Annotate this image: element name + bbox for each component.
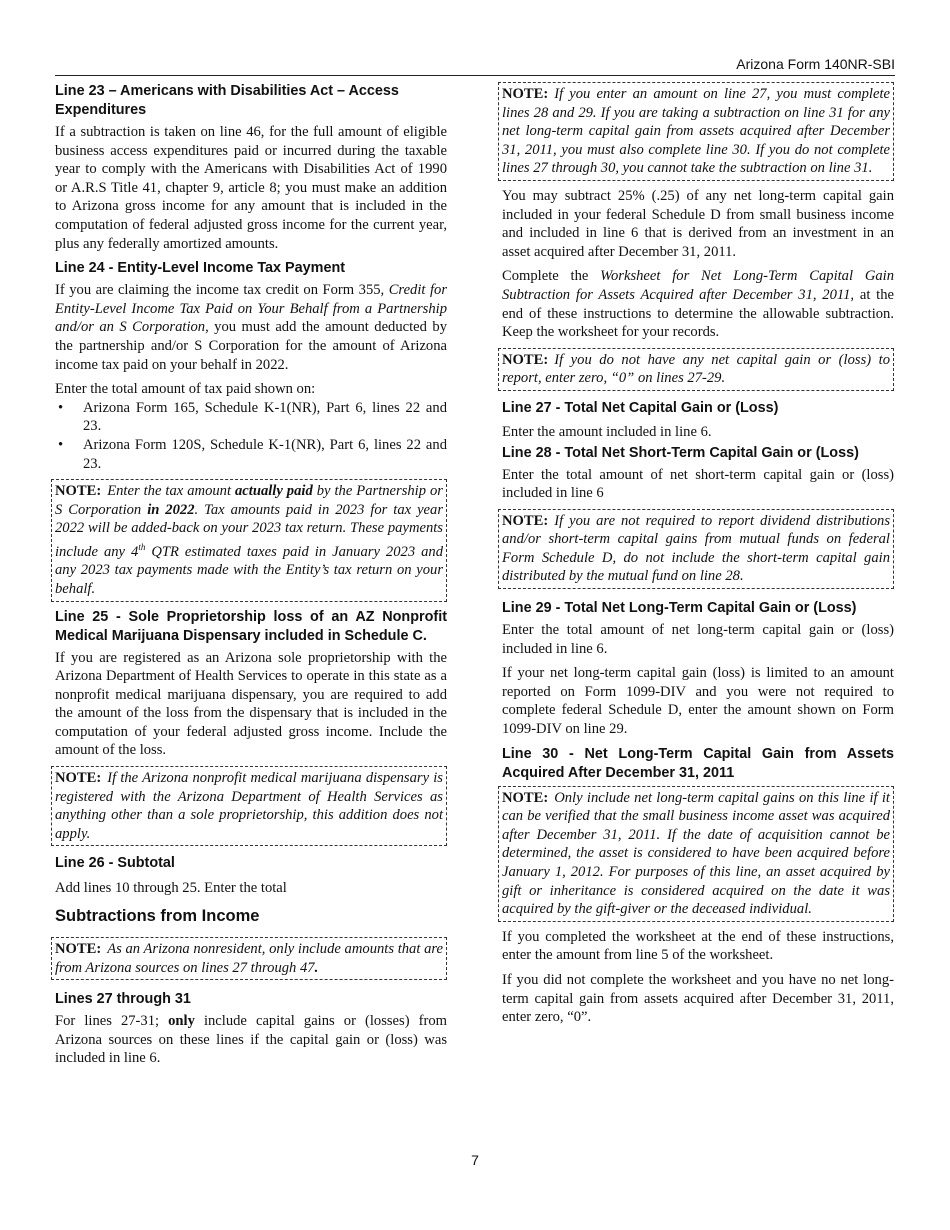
lines-27-31-text: For lines 27-31; only include capital gains or (losses) from Arizona sources on these lines if the capital gain or (loss) was included in line 6. [55,1013,448,1067]
zero-note: NOTE: If you do not have any net capital gain or (loss) to report, enter zero, “0” on lines 27-29. [498,348,894,391]
note-label: NOTE: [502,351,549,368]
line-25-note: NOTE: If the Arizona nonprofit medical marijuana dispensary is registered with the Arizona Department of Health Services as anything other than a sole proprietorship, this addition does not apply. [51,766,447,846]
line-24-heading: Line 24 - Entity-Level Income Tax Payment [55,260,346,277]
page-header [55,55,895,76]
list-item: • Arizona Form 165, Schedule K-1(NR), Part 6, lines 22 and 23. [58,399,447,435]
note-label: NOTE: [502,512,549,529]
lines-27-31-heading: Lines 27 through 31 [55,991,191,1008]
line-24-bullet-list [55,399,447,473]
capital-gain-note: NOTE: If you enter an amount on line 27, you must complete lines 28 and 29. If you are taking a subtraction on line 31 for any net long-term capital gain from assets acquired after December 31, 2011, you must also complete line 30. If you do not complete lines 27 through 30, you cannot take the subtraction on line 31. [498,82,894,181]
line-26-heading: Line 26 - Subtotal [55,855,175,872]
bullet-icon: • [58,436,64,453]
worksheet-text: Complete the Worksheet for Net Long-Term Capital Gain Subtraction for Assets Acquired after December 31, 2011, at the end of these instructions to determine the allowable subtraction. Keep the worksheet for your records. [502,268,895,341]
right-column [502,82,894,1033]
line-30-note: NOTE: Only include net long-term capital gains on this line if it can be verified that the small business income asset was acquired after December 31, 2011. If the date of acquisition cannot be determined, the asset is considered to have been acquired before January 1, 2012. For purposes of this line, an asset acquired by gift or inheritance is considered acquired on the date it was acquired by the gift-giver or the deceased individual. [498,786,894,922]
line-28-heading: Line 28 - Total Net Short-Term Capital Gain or (Loss) [502,444,859,461]
line-24-note: NOTE: Enter the tax amount actually paid by the Partnership or S Corporation in 2022. Tax amounts paid in 2023 for tax year 2022 will be added-back on your 2023 tax return. These payments include any 4th QTR estimated taxes paid in January 2023 and any 2023 tax payments made with the Entity’s tax return on your behalf. [51,479,447,601]
line-25-text: If you are registered as an Arizona sole proprietorship with the Arizona Department of Health Services to operate in this state as a nonprofit medical marijuana dispensary, you are required to add the amount of the loss from the dispensary that is included in the computation of your federal adjusted gross income. Include the amount of the loss. [55,649,447,759]
bullet-icon: • [58,399,64,416]
line-29-heading: Line 29 - Total Net Long-Term Capital Gain or (Loss) [502,600,857,617]
note-label: NOTE: [55,483,102,500]
line-30-heading: Line 30 - Net Long-Term Capital Gain from Assets Acquired After December 31, 2011 [502,745,894,781]
line-24-text: If you are claiming the income tax credit on Form 355, Credit for Entity-Level Income Tax Paid on Your Behalf from a Partnership and/or an S Corporation, you must add the amount deducted by the partnership and/or S Corporation for the amount of Arizona income tax paid on your behalf in 2022. [55,282,447,373]
line-25-heading: Line 25 - Sole Proprietorship loss of an AZ Nonprofit Medical Marijuana Dispensary included in Schedule C. [55,608,447,644]
page-number: 7 [471,1152,479,1168]
subtractions-note: NOTE: As an Arizona nonresident, only include amounts that are from Arizona sources on lines 27 through 47. [51,937,447,980]
line-29-text-2: If your net long-term capital gain (loss) is limited to an amount reported on Form 1099-DIV and you were not required to complete federal Schedule D, enter the amount shown on Form 1099-DIV on line 29. [502,665,894,738]
note-label: NOTE: [55,941,102,958]
line-29-text: Enter the total amount of net long-term capital gain or (loss) included in line 6. [502,622,894,657]
line-30-text-2: If you did not complete the worksheet and you have no net long-term capital gain from assets acquired after December 31, 2011, enter zero, “0”. [502,971,894,1026]
line-23-heading: Line 23 – Americans with Disabilities Act – Access Expenditures [55,83,399,118]
subtract-25-text: You may subtract 25% (.25) of any net long-term capital gain included in your federal Schedule D from small business income and included in line 6 that is derived from an investment in an asset acquired after December 31, 2011. [502,187,894,260]
line-28-text: Enter the total amount of net short-term capital gain or (loss) included in line 6 [502,466,894,502]
form-title: Arizona Form 140NR-SBI [736,56,895,72]
line-26-text: Add lines 10 through 25. Enter the total [55,880,287,897]
note-label: NOTE: [55,770,102,787]
subtractions-heading: Subtractions from Income [55,907,260,926]
note-label: NOTE: [502,789,549,806]
line-30-text: If you completed the worksheet at the end of these instructions, enter the amount from line 5 of the worksheet. [502,928,894,964]
line-24-enter-text: Enter the total amount of tax paid shown on: [55,381,316,398]
line-27-text: Enter the amount included in line 6. [502,423,712,440]
line-28-note: NOTE: If you are not required to report dividend distributions and/or short-term capital gains from mutual funds on federal Form Schedule D, do not include the short-term capital gain distributed by the mutual fund on line 28. [498,509,894,589]
list-item: • Arizona Form 120S, Schedule K-1(NR), Part 6, lines 22 and 23. [58,436,447,472]
line-27-heading: Line 27 - Total Net Capital Gain or (Loss) [502,399,779,416]
left-column [55,82,447,1074]
line-23-text: If a subtraction is taken on line 46, for the full amount of eligible business access expenditures paid or incurred during the taxable year to comply with the Americans with Disabilities Act of 1990 or A.R.S Title 41, chapter 9, article 8; you must make an addition to Arizona gross income for any amount that is included in the computation of federal adjusted gross income for the current year, plus any federally amortized amounts. [55,124,447,252]
note-label: NOTE: [502,86,549,102]
